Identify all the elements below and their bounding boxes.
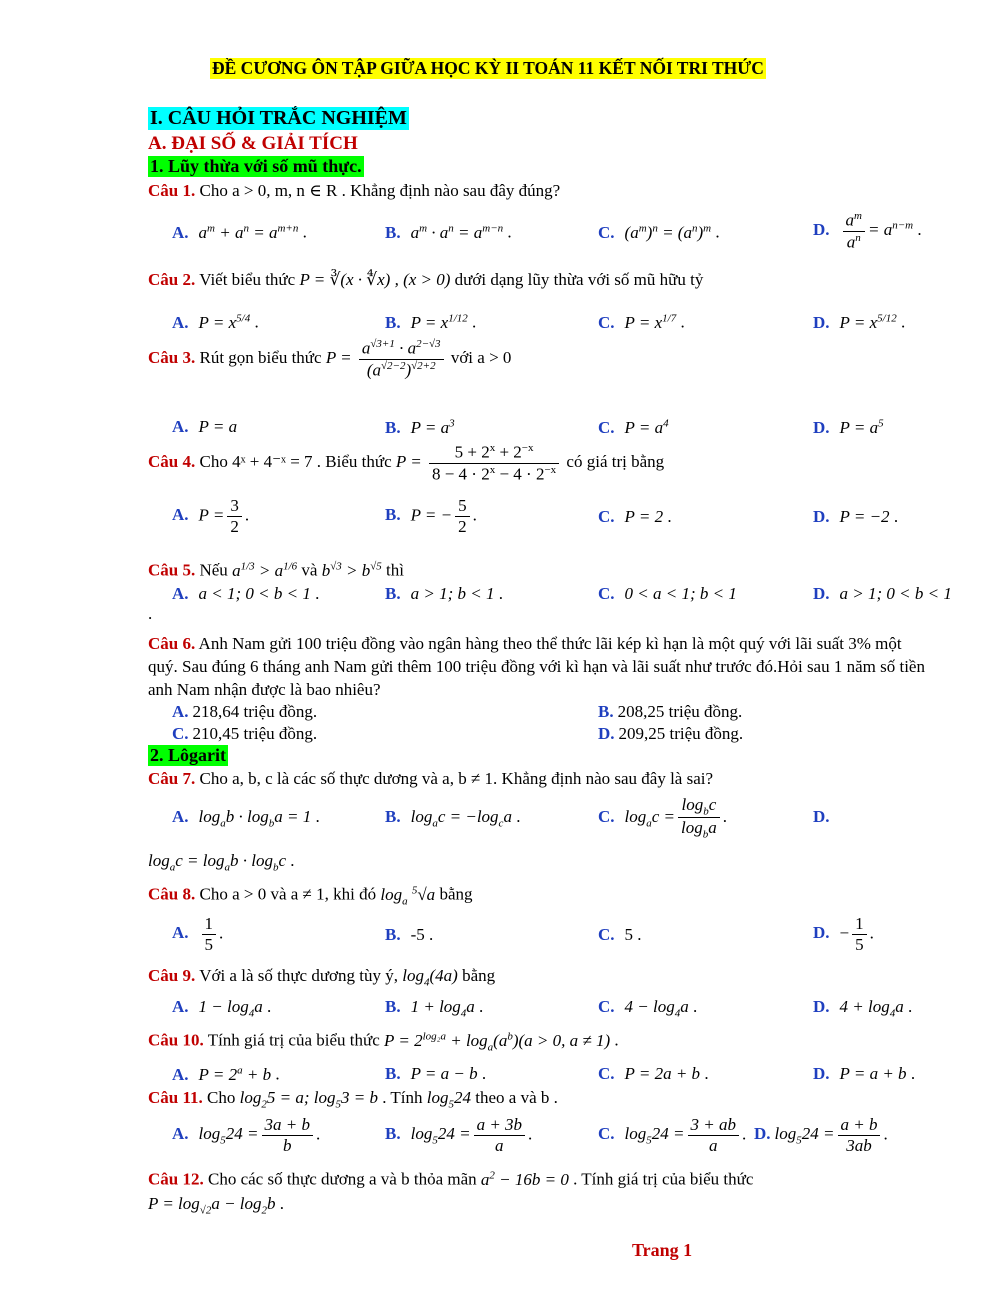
question-label: Câu 1. [148,181,196,200]
question-7: Câu 7. Cho a, b, c là các số thực dương và a, b ≠ 1. Khẳng định nào sau đây là sai? [148,769,714,788]
option-b: B. $P = a^3$ [385,417,455,437]
subsection-heading: A. ĐẠI SỐ & GIẢI TÍCH [148,133,358,154]
option-a: A. $P = 2^a + b$ . [172,1064,280,1084]
page-number: Trang 1 [632,1240,693,1260]
option-b: B. $a^m \cdot a^n = a^{m-n}$ . [385,222,512,242]
question-11: Câu 11. Cho $\log_25 = a$; $\log_53 = b$ . Tính $\log_524$ theo a và b . [148,1088,558,1111]
page-title: ĐỀ CƯƠNG ÔN TẬP GIỮA HỌC KỲ II TOÁN 11 KẾT NỐI TRI THỨC [212,58,764,78]
option-d: D. − $\frac{1}{5}$ . [813,914,874,954]
option-d: D. 209,25 triệu đồng. [598,724,744,743]
question-5: Câu 5. Nếu $a^{1/3} > a^{1/6}$ và $b^{√3} > b^{√5}$ thì [148,560,404,580]
option-c: C. P = 2a + b . [598,1064,709,1083]
option-a: A. $P = x^{5/4}$ . [172,312,259,332]
option-d: D. [813,807,830,826]
option-d-content: $\log_ac = \log_ab \cdot \log_bc$ . [148,851,295,874]
option-a: A. P = $\frac{3}{2}$ . [172,496,250,536]
option-d: D. P = −2 . [813,507,899,526]
question-4: Câu 4. Cho 4ˣ + 4⁻ˣ = 7 . Biểu thức P = $\frac{5 + 2^x + 2^{-x}}{8 - 4 \cdot 2^x - 4 \cdot 2^{-x}}$ có giá trị bằng [148,442,665,484]
option-b: B. $\log_ac = -\log_ca$ . [385,807,521,830]
question-12: Câu 12. Cho các số thực dương a và b thỏa mãn $a^2 - 16b = 0$ . Tính giá trị của biểu thức [148,1169,754,1189]
option-b: B. 208,25 triệu đồng. [598,702,743,721]
option-d: D. $4 + \log_4a$ . [813,997,913,1020]
option-a: A. $a^m + a^n = a^{m+n}$ . [172,222,307,242]
option-d: D. $\log_524$ = $\frac{a + b}{3ab}$ . [754,1115,888,1155]
option-b: B. a > 1; b < 1 . [385,584,503,603]
stray-period: . [148,604,153,623]
option-a: A. 218,64 triệu đồng. [172,702,318,721]
option-c: C. $\log_524$ = $\frac{3 + ab}{a}$ . [598,1115,747,1155]
question-10: Câu 10. Tính giá trị của biểu thức $P = 2^{log_2a} + \log_a(a^b)(a > 0$, a ≠ 1) . [148,1030,619,1054]
option-c: C. 0 < a < 1; b < 1 [598,584,737,603]
option-c: C. 5 . [598,925,642,944]
option-b: B. $\log_524$ = $\frac{a + 3b}{a}$ . [385,1115,533,1155]
question-8: Câu 8. Cho a > 0 và a ≠ 1, khi đó $\log_a ^5√a$ bằng [148,884,473,908]
option-c: C. $\log_ac$ = $\frac{\log_bc}{\log_ba}$ . [598,795,728,841]
question-12-expression: $P = \log_{√2}a - \log_2b$ . [148,1194,285,1217]
option-a: A. a < 1; 0 < b < 1 . [172,584,320,603]
option-a: A. $\log_ab \cdot \log_ba = 1$ . [172,807,320,830]
question-9: Câu 9. Với a là số thực dương tùy ý, $\log_4(4a)$ bằng [148,966,496,989]
question-text: Cho a > 0, m, n ∈ R . Khẳng định nào sau đây đúng? [199,181,561,200]
option-d: D. $\frac{a^m}{a^n}$ = $a^{n-m}$ . [813,210,922,252]
option-c: C. $4 - \log_4a$ . [598,997,698,1020]
option-c: C. $(a^m)^n = (a^n)^m$ . [598,222,720,242]
option-d: D. a > 1; 0 < b < 1 [813,584,952,603]
option-a: A. $\log_524$ = $\frac{3a + b}{b}$ . [172,1115,321,1155]
option-c: C. $P = a^4$ [598,417,669,437]
question-6: Câu 6. Anh Nam gửi 100 triệu đồng vào ngân hàng theo thể thức lãi kép kì hạn là một quý với lãi suất 3% một quý. Sau đúng 6 tháng anh Nam gửi thêm 100 triệu đồng với kì hạn và lãi suất như trước đó.Hỏi sau 1 năm số tiền anh Nam nhận được là bao nhiêu? [148,634,925,699]
option-d: D. P = a + b . [813,1064,916,1083]
option-d: D. $P = x^{5/12}$ . [813,312,906,332]
topic-heading-log: 2. Lôgarit [150,745,226,765]
question-1 [148,181,560,201]
question-2: Câu 2. Viết biểu thức P = ∛(x · ∜x) , (x > 0) dưới dạng lũy thừa với số mũ hữu tỷ [148,270,704,289]
option-a: A. $\frac{1}{5}$ . [172,914,224,954]
option-c: C. $P = x^{1/7}$ . [598,312,685,332]
option-c: C. 210,45 triệu đồng. [172,724,318,743]
question-3: Câu 3. Rút gọn biểu thức P = $\frac{a^{√3+1} \cdot a^{2-√3}}{(a^{√2-2})^{√2+2}}$ với a > 0 [148,338,512,380]
topic-heading-powers: 1. Lũy thừa với số mũ thực. [150,156,362,176]
option-b: B. P = − $\frac{5}{2}$ . [385,496,477,536]
option-b: B. $1 + \log_4a$ . [385,997,484,1020]
option-d: D. $P = a^5$ [813,417,884,437]
option-b: B. $P = x^{1/12}$ . [385,312,477,332]
option-a: A. $1 - \log_4a$ . [172,997,272,1020]
section-heading: I. CÂU HỎI TRẮC NGHIỆM [150,107,407,129]
option-b: B. -5 . [385,925,434,944]
option-c: C. P = 2 . [598,507,672,526]
option-b: B. P = a − b . [385,1064,487,1083]
option-a: A. P = a [172,417,238,436]
